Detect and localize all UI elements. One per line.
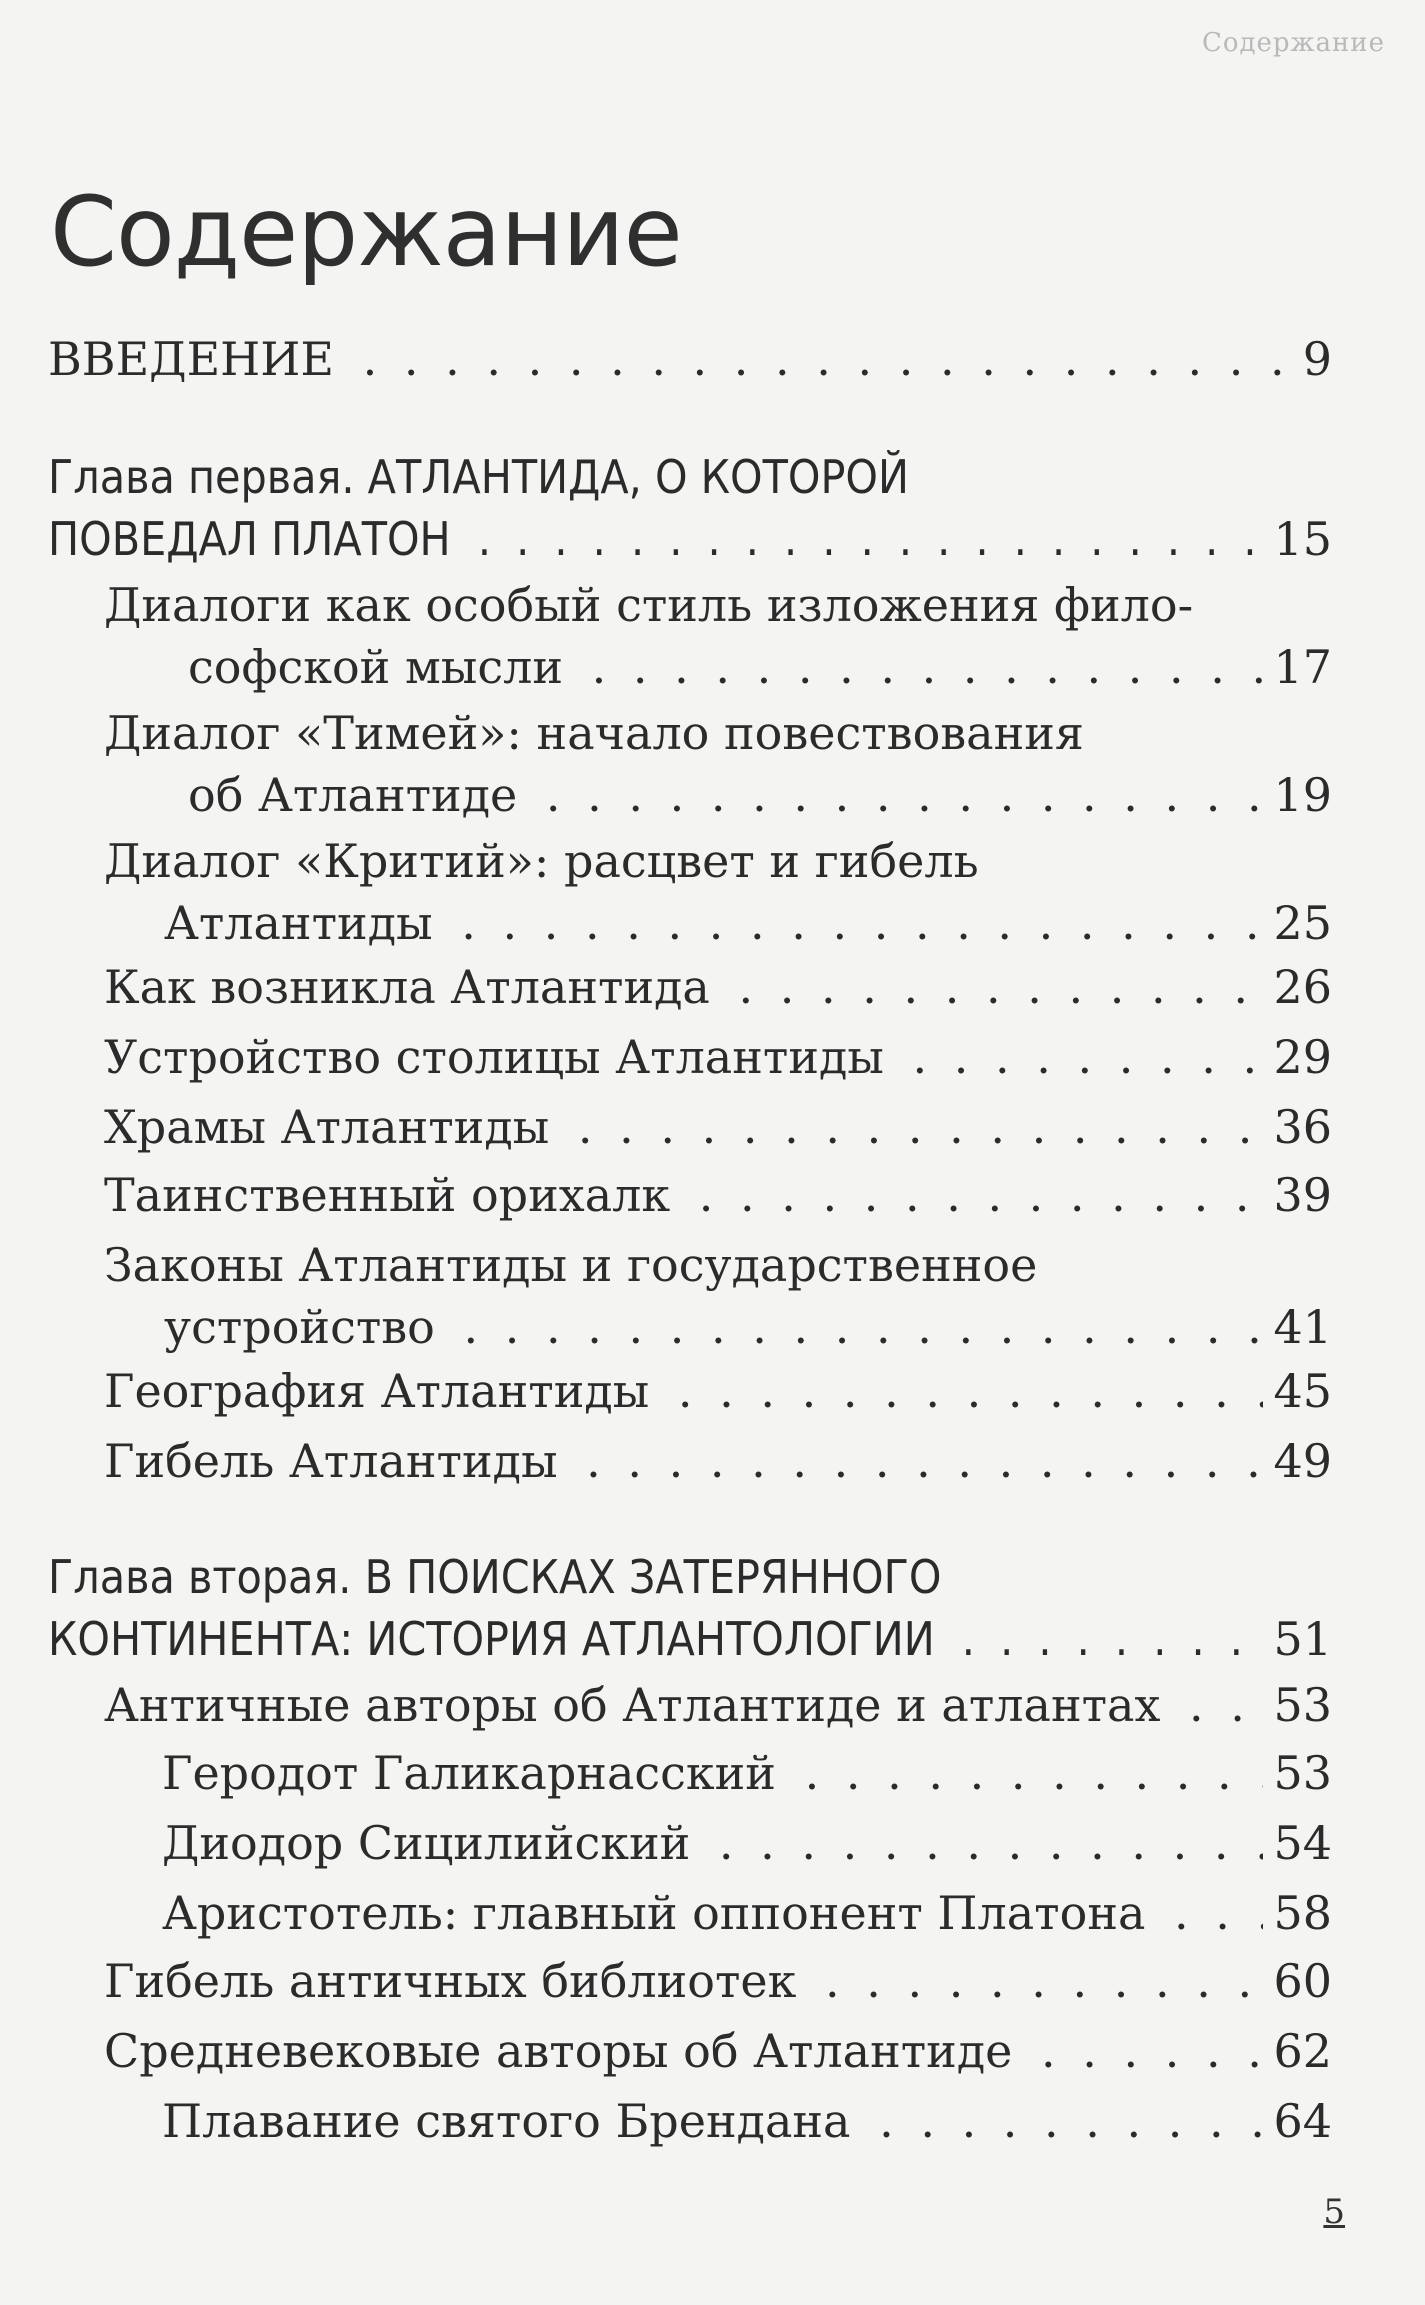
toc-entry-section[interactable] xyxy=(104,2020,1332,2082)
toc-entry-title-cont: устройство xyxy=(164,1300,443,1354)
toc-page-number: 62 xyxy=(1263,2020,1332,2082)
toc-entry-title: Храмы Атлантиды xyxy=(104,1100,557,1154)
toc-entry-title: Диодор Сицилийский xyxy=(162,1816,698,1870)
toc-entry-title: Устройство столицы Атлантиды xyxy=(104,1030,892,1084)
toc-page-number: 9 xyxy=(1293,328,1332,390)
toc-entry-title: ВВЕДЕНИЕ xyxy=(48,332,342,386)
toc-page-number: 39 xyxy=(1263,1164,1332,1226)
toc-entry-title: Таинственный орихалк xyxy=(104,1168,678,1222)
toc-entry-chapter-1[interactable] xyxy=(48,446,1332,570)
toc-entry-subsection[interactable] xyxy=(162,1742,1332,1804)
toc-page-number: 36 xyxy=(1263,1096,1332,1158)
toc-entry-section[interactable] xyxy=(104,702,1332,826)
toc-page-number: 49 xyxy=(1263,1430,1332,1492)
toc-page-number: 58 xyxy=(1263,1882,1332,1944)
toc-entry-section[interactable] xyxy=(104,1164,1332,1226)
toc-entry-title: Диалог «Тимей»: начало повествования xyxy=(104,706,1092,760)
toc-page-number: 53 xyxy=(1263,1742,1332,1804)
toc-entry-title: География Атлантиды xyxy=(104,1364,657,1418)
toc-page-number: 54 xyxy=(1263,1812,1332,1874)
running-head: Содержание xyxy=(1201,28,1385,58)
toc-entry-subsection[interactable] xyxy=(162,1882,1332,1944)
toc-entry-section[interactable] xyxy=(104,1096,1332,1158)
toc-entry-subsection[interactable] xyxy=(162,1812,1332,1874)
toc-page-number: 53 xyxy=(1263,1674,1332,1736)
toc-page-number: 25 xyxy=(1263,892,1332,954)
toc-entry-introduction[interactable] xyxy=(48,328,1332,390)
toc-entry-section[interactable] xyxy=(104,1360,1332,1422)
toc-entry-section[interactable] xyxy=(104,1674,1332,1736)
toc-entry-title: Гибель античных библиотек xyxy=(104,1954,804,2008)
toc-entry-section[interactable] xyxy=(104,574,1332,698)
toc-entry-title: Античные авторы об Атлантиде и атлантах xyxy=(104,1678,1168,1732)
toc-page-number: 41 xyxy=(1263,1296,1332,1358)
toc-entry-section[interactable] xyxy=(104,1950,1332,2012)
toc-entry-title: Плавание святого Брендана xyxy=(162,2094,858,2148)
toc-page-number: 45 xyxy=(1263,1360,1332,1422)
toc-entry-title-cont: КОНТИНЕНТА: ИСТОРИЯ АТЛАНТОЛОГИИ xyxy=(48,1612,943,1666)
toc-page-number: 26 xyxy=(1263,956,1332,1018)
toc-entry-title: Диалоги как особый стиль изложения фило- xyxy=(104,578,1201,632)
toc-entry-title: Геродот Галикарнасский xyxy=(162,1746,784,1800)
toc-entry-section[interactable] xyxy=(104,830,1332,954)
toc-page-number: 29 xyxy=(1263,1026,1332,1088)
toc-page-number: 64 xyxy=(1263,2090,1332,2152)
toc-entry-title: Гибель Атлантиды xyxy=(104,1434,566,1488)
toc-entry-title: Как возникла Атлантида xyxy=(104,960,718,1014)
toc-entry-section[interactable] xyxy=(104,956,1332,1018)
toc-entry-subsection[interactable] xyxy=(162,2090,1332,2152)
toc-entry-title-cont: софской мысли xyxy=(188,640,571,694)
page-title: Содержание xyxy=(50,176,682,289)
toc-entry-title: Законы Атлантиды и государственное xyxy=(104,1238,1045,1292)
toc-entry-chapter-2[interactable] xyxy=(48,1546,1332,1670)
toc-page-number: 17 xyxy=(1263,636,1332,698)
toc-entry-section[interactable] xyxy=(104,1026,1332,1088)
page-number: 5 xyxy=(1323,2192,1345,2232)
toc-page-number: 15 xyxy=(1263,508,1332,570)
toc-entry-title-cont: ПОВЕДАЛ ПЛАТОН xyxy=(48,512,459,566)
toc-page-number: 19 xyxy=(1263,764,1332,826)
toc-entry-title: Глава вторая. В ПОИСКАХ ЗАТЕРЯННОГО xyxy=(48,1550,949,1604)
toc-entry-title: Аристотель: главный оппонент Платона xyxy=(162,1886,1153,1940)
toc-entry-section[interactable] xyxy=(104,1430,1332,1492)
toc-page-number: 51 xyxy=(1263,1608,1332,1670)
toc-page-number: 60 xyxy=(1263,1950,1332,2012)
toc-entry-section[interactable] xyxy=(104,1234,1332,1358)
toc-entry-title: Глава первая. АТЛАНТИДА, О КОТОРОЙ xyxy=(48,450,917,504)
toc-entry-title: Диалог «Критий»: расцвет и гибель xyxy=(104,834,987,888)
toc-entry-title: Средневековые авторы об Атлантиде xyxy=(104,2024,1020,2078)
toc-entry-title-cont: об Атлантиде xyxy=(188,768,525,822)
toc-entry-title-cont: Атлантиды xyxy=(164,896,441,950)
